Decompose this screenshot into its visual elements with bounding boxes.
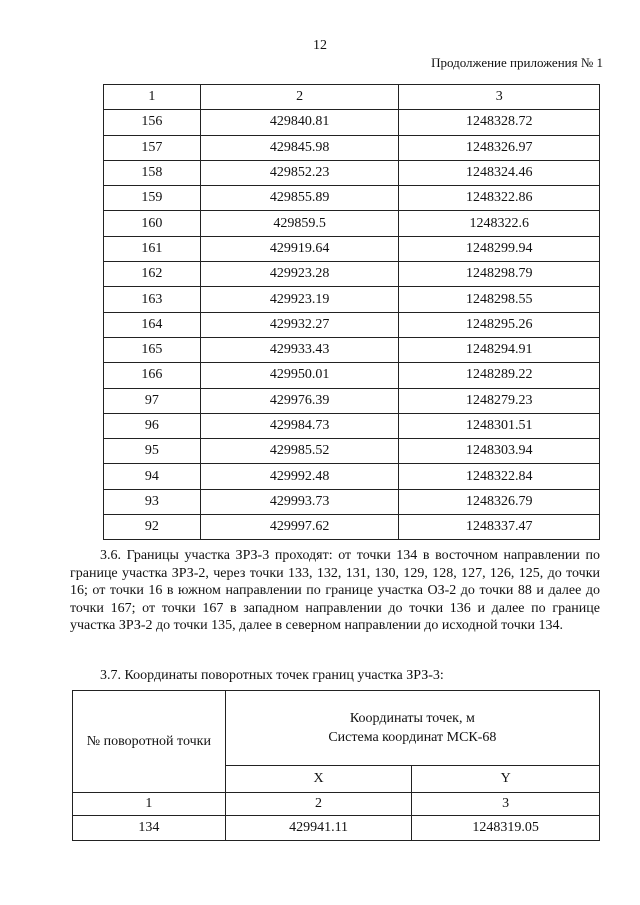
column-number: 3: [412, 793, 600, 816]
point-number-cell: 134: [73, 816, 226, 841]
point-number-cell: 164: [104, 312, 201, 337]
y-cell: 1248319.05: [412, 816, 600, 841]
y-header: Y: [412, 766, 600, 793]
point-number-cell: 163: [104, 287, 201, 312]
y-coordinate-cell: 1248298.55: [399, 287, 600, 312]
point-number-cell: 165: [104, 337, 201, 362]
y-coordinate-cell: 1248303.94: [399, 439, 600, 464]
y-coordinate-cell: 1248328.72: [399, 110, 600, 135]
column-header: 1: [104, 85, 201, 110]
table-row: [104, 287, 600, 312]
column-number: 1: [73, 793, 226, 816]
point-number-cell: 159: [104, 186, 201, 211]
coordinates-table-continued: [103, 84, 600, 540]
point-number-cell: 156: [104, 110, 201, 135]
point-number-cell: 92: [104, 515, 201, 540]
point-number-cell: 94: [104, 464, 201, 489]
point-number-cell: 97: [104, 388, 201, 413]
table-row: [104, 312, 600, 337]
x-coordinate-cell: 429855.89: [200, 186, 399, 211]
table-row: [104, 211, 600, 236]
table-row: [104, 186, 600, 211]
table-row: [104, 135, 600, 160]
table-row: [73, 816, 600, 841]
x-coordinate-cell: 429984.73: [200, 413, 399, 438]
x-coordinate-cell: 429992.48: [200, 464, 399, 489]
table-header-row: [104, 85, 600, 110]
point-number-header: № поворотной точки: [73, 691, 226, 793]
y-coordinate-cell: 1248324.46: [399, 160, 600, 185]
table-header-row: [73, 691, 600, 766]
page-number: 12: [313, 38, 327, 53]
x-coordinate-cell: 429950.01: [200, 363, 399, 388]
x-cell: 429941.11: [225, 816, 412, 841]
x-coordinate-cell: 429919.64: [200, 236, 399, 261]
y-coordinate-cell: 1248279.23: [399, 388, 600, 413]
y-coordinate-cell: 1248322.86: [399, 186, 600, 211]
y-coordinate-cell: 1248294.91: [399, 337, 600, 362]
column-header: 3: [399, 85, 600, 110]
paragraph-3-7: [70, 667, 600, 685]
coordinates-header-line1: Координаты точек, м: [349, 711, 475, 726]
table-row: [104, 515, 600, 540]
y-coordinate-cell: 1248298.79: [399, 262, 600, 287]
point-number-cell: 96: [104, 413, 201, 438]
x-coordinate-cell: 429976.39: [200, 388, 399, 413]
x-coordinate-cell: 429997.62: [200, 515, 399, 540]
point-number-cell: 161: [104, 236, 201, 261]
x-coordinate-cell: 429859.5: [200, 211, 399, 236]
y-coordinate-cell: 1248326.79: [399, 489, 600, 514]
table-row: [104, 236, 600, 261]
x-coordinate-cell: 429923.28: [200, 262, 399, 287]
table-row: [104, 110, 600, 135]
point-number-cell: 95: [104, 439, 201, 464]
x-coordinate-cell: 429993.73: [200, 489, 399, 514]
coordinates-header: [225, 691, 599, 766]
point-number-cell: 158: [104, 160, 201, 185]
column-number: 2: [225, 793, 412, 816]
column-header: 2: [200, 85, 399, 110]
table-row: [104, 160, 600, 185]
column-number-row: [73, 793, 600, 816]
x-coordinate-cell: 429923.19: [200, 287, 399, 312]
zrz3-coordinates-table: [72, 690, 600, 841]
coordinates-header-line2: Система координат МСК-68: [328, 730, 497, 745]
x-coordinate-cell: 429845.98: [200, 135, 399, 160]
table-row: [104, 413, 600, 438]
x-coordinate-cell: 429933.43: [200, 337, 399, 362]
paragraph-3-6-text: 3.6. Границы участка ЗРЗ-3 проходят: от точки 134 в восточном направлении по границе участка ЗРЗ-2, через точки 133, 132, 131, 130, 129, 128, 127, 126, 125, до точки 16; от точки 16 в южном направлении по границе участка ОЗ-2 до точки 88 и далее до точки 167; от точки 167 в западном направлении до точки 136 и далее по границе участка ЗРЗ-2 до точки 135, далее в северном направлении до исходной точки 134.: [70, 548, 600, 634]
paragraph-3-6: [70, 547, 600, 635]
y-coordinate-cell: 1248289.22: [399, 363, 600, 388]
y-coordinate-cell: 1248322.84: [399, 464, 600, 489]
x-coordinate-cell: 429985.52: [200, 439, 399, 464]
continuation-note: Продолжение приложения № 1: [431, 55, 603, 70]
y-coordinate-cell: 1248299.94: [399, 236, 600, 261]
table-row: [104, 262, 600, 287]
table-row: [104, 337, 600, 362]
x-coordinate-cell: 429840.81: [200, 110, 399, 135]
point-number-cell: 166: [104, 363, 201, 388]
x-header: X: [225, 766, 412, 793]
point-number-cell: 160: [104, 211, 201, 236]
table-row: [104, 464, 600, 489]
point-number-cell: 157: [104, 135, 201, 160]
table-row: [104, 363, 600, 388]
y-coordinate-cell: 1248337.47: [399, 515, 600, 540]
y-coordinate-cell: 1248295.26: [399, 312, 600, 337]
point-number-cell: 162: [104, 262, 201, 287]
x-coordinate-cell: 429852.23: [200, 160, 399, 185]
x-coordinate-cell: 429932.27: [200, 312, 399, 337]
paragraph-3-7-text: 3.7. Координаты поворотных точек границ участка ЗРЗ-3:: [100, 668, 444, 683]
point-number-cell: 93: [104, 489, 201, 514]
table-row: [104, 388, 600, 413]
y-coordinate-cell: 1248301.51: [399, 413, 600, 438]
y-coordinate-cell: 1248322.6: [399, 211, 600, 236]
y-coordinate-cell: 1248326.97: [399, 135, 600, 160]
table-row: [104, 489, 600, 514]
table-row: [104, 439, 600, 464]
